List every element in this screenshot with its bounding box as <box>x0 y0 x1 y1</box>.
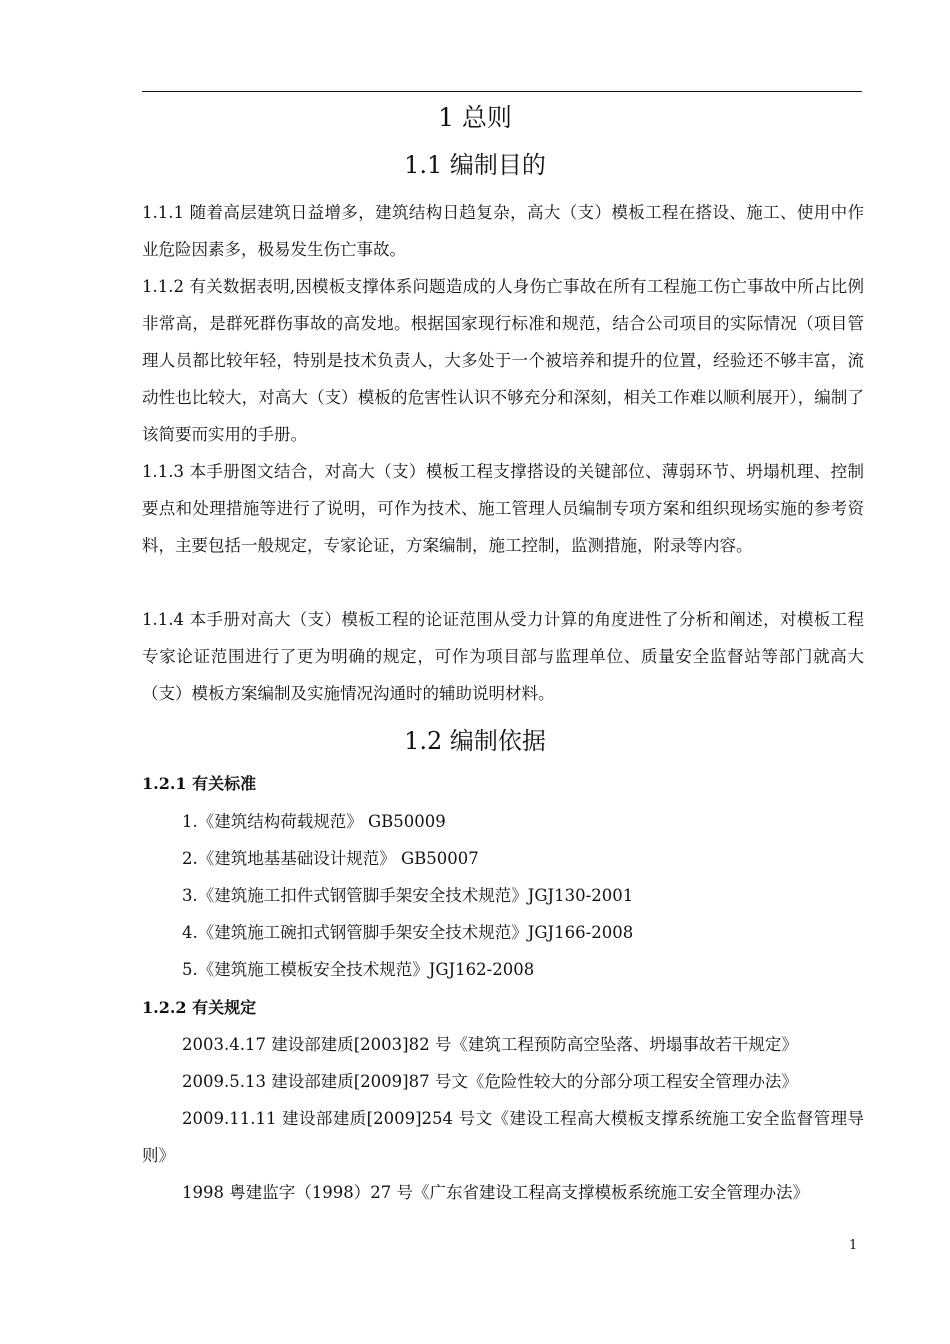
standard-item: 4.《建筑施工碗扣式钢管脚手架安全技术规范》JGJ166-2008 <box>182 923 634 942</box>
standard-item: 5.《建筑施工模板安全技术规范》JGJ162-2008 <box>182 960 535 979</box>
regulation-item: 2003.4.17 建设部建质[2003]82 号《建筑工程预防高空坠落、坍塌事故若干规定》 <box>182 1035 798 1054</box>
paragraph-1-1-1: 1.1.1 随着高层建筑日益增多，建筑结构日趋复杂，高大（支）模板工程在搭设、施工、使用中作业危险因素多，极易发生伤亡事故。 <box>142 203 864 259</box>
page-number: 1 <box>849 1238 858 1253</box>
chapter-title: 1 总则 <box>438 103 512 132</box>
regulations-heading: 1.2.2 有关规定 <box>142 998 257 1017</box>
header-rule <box>142 91 862 92</box>
paragraph-1-1-3: 1.1.3 本手册图文结合，对高大（支）模板工程支撑搭设的关键部位、薄弱环节、坍塌机理、控制要点和处理措施等进行了说明，可作为技术、施工管理人员编制专项方案和组织现场实施的参考资料，主要包括一般规定，专家论证，方案编制，施工控制，监测措施，附录等内容。 <box>142 462 864 555</box>
regulation-item: 1998 粤建监字（1998）27 号《广东省建设工程高支撑模板系统施工安全管理办法》 <box>182 1183 809 1202</box>
regulation-item: 2009.11.11 建设部建质[2009]254 号文《建设工程高大模板支撑系统施工安全监督管理导则》 <box>142 1109 864 1165</box>
paragraph-1-1-2: 1.1.2 有关数据表明,因模板支撑体系问题造成的人身伤亡事故在所有工程施工伤亡事故中所占比例非常高，是群死群伤事故的高发地。根据国家现行标准和规范，结合公司项目的实际情况（项目管理人员都比较年轻，特别是技术负责人，大多处于一个被培养和提升的位置，经验还不够丰富，流动性也比较大，对高大（支）模板的危害性认识不够充分和深刻，相关工作难以顺利展开），编制了该简要而实用的手册。 <box>142 277 864 444</box>
standards-heading: 1.2.1 有关标准 <box>142 774 257 793</box>
paragraph-1-1-4: 1.1.4 本手册对高大（支）模板工程的论证范围从受力计算的角度进性了分析和阐述，对模板工程专家论证范围进行了更为明确的规定，可作为项目部与监理单位、质量安全监督站等部门就高大（支）模板方案编制及实施情况沟通时的辅助说明材料。 <box>142 610 864 703</box>
regulation-item: 2009.5.13 建设部建质[2009]87 号文《危险性较大的分部分项工程安全管理办法》 <box>182 1072 798 1091</box>
standard-item: 1.《建筑结构荷载规范》 GB50009 <box>182 812 446 831</box>
standard-item: 3.《建筑施工扣件式钢管脚手架安全技术规范》JGJ130-2001 <box>182 886 634 905</box>
section-title-basis: 1.2 编制依据 <box>404 727 546 755</box>
standard-item: 2.《建筑地基基础设计规范》 GB50007 <box>182 849 479 868</box>
section-title-purpose: 1.1 编制目的 <box>404 151 546 179</box>
